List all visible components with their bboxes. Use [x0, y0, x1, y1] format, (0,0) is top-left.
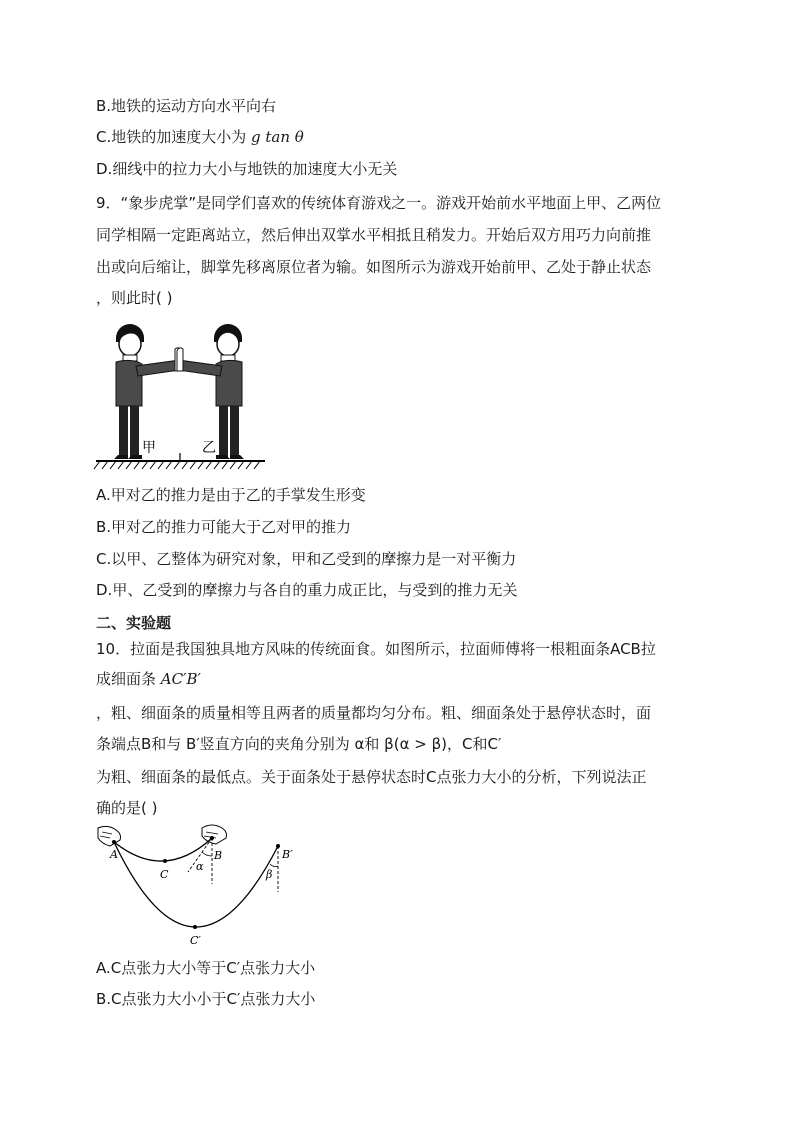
q10-stem-line-5: 为粗、细面条的最低点。关于面条处于悬停状态时C点张力大小的分析，下列说法正 — [96, 768, 647, 786]
label-alpha: α — [196, 860, 204, 873]
q9-stem-line-3: 出或向后缩让，脚掌先移离原位者为输。如图所示为游戏开始前甲、乙处于静止状态 — [96, 258, 652, 276]
q10-option-b: B.C点张力大小小于C′点张力大小 — [96, 990, 316, 1008]
q9-option-c: C.以甲、乙整体为研究对象，甲和乙受到的摩擦力是一对平衡力 — [96, 550, 517, 568]
q9-stem-line-2: 同学相隔一定距离站立，然后伸出双掌水平相抵且稍发力。开始后双方用巧力向前推 — [96, 226, 652, 244]
q8-option-d: D.细线中的拉力大小与地铁的加速度大小无关 — [96, 160, 398, 178]
student-jia-figure — [114, 324, 181, 459]
label-jia: 甲 — [142, 440, 156, 456]
label-c: C — [160, 868, 169, 881]
label-a: A — [110, 848, 118, 861]
q10-stem-line-2-formula: AC′B′ — [160, 670, 201, 688]
q10-stem-line-3: ，粗、细面条的质量相等且两者的质量都均匀分布。粗、细面条处于悬停状态时，面 — [96, 704, 652, 722]
q10-stem-line-1: 10．拉面是我国独具地方风味的传统面食。如图所示，拉面师傅将一根粗面条ACB拉 — [96, 640, 656, 658]
label-b: B — [214, 849, 223, 862]
label-yi: 乙 — [202, 440, 216, 456]
q8-option-c-formula: g tan θ — [251, 128, 304, 146]
q9-option-b: B.甲对乙的推力可能大于乙对甲的推力 — [96, 518, 352, 536]
q9-option-d: D.甲、乙受到的摩擦力与各自的重力成正比，与受到的推力无关 — [96, 581, 518, 599]
q9-figure-two-students-pushing — [92, 318, 268, 470]
q10-figure-noodle-strings — [94, 824, 304, 948]
q9-stem-line-4: ，则此时( ) — [96, 289, 173, 307]
right-hand-icon — [202, 825, 227, 844]
label-b-prime: B′ — [282, 848, 293, 861]
section-title: 二、实验题 — [96, 614, 172, 632]
q10-stem-line-4: 条端点B和与 B′竖直方向的夹角分别为 α和 β(α > β)，C和C′ — [96, 735, 502, 753]
student-yi-figure — [177, 324, 244, 459]
thin-noodle-acb-prime — [114, 842, 278, 927]
q8-option-c — [96, 126, 304, 148]
q8-option-c-text: C.地铁的加速度大小为 — [96, 128, 252, 146]
label-beta: β — [266, 868, 273, 881]
q8-option-b: B.地铁的运动方向水平向右 — [96, 97, 277, 115]
label-c-prime: C′ — [190, 934, 201, 947]
q10-stem-line-2-text: 成细面条 — [96, 670, 161, 688]
q9-option-a: A.甲对乙的推力是由于乙的手掌发生形变 — [96, 486, 366, 504]
q10-stem-line-2 — [96, 668, 201, 690]
q10-option-a: A.C点张力大小等于C′点张力大小 — [96, 959, 316, 977]
thick-noodle-acb — [114, 838, 212, 861]
q10-stem-line-6: 确的是( ) — [96, 799, 158, 817]
q9-stem-line-1: 9．“象步虎掌”是同学们喜欢的传统体育游戏之一。游戏开始前水平地面上甲、乙两位 — [96, 194, 662, 212]
